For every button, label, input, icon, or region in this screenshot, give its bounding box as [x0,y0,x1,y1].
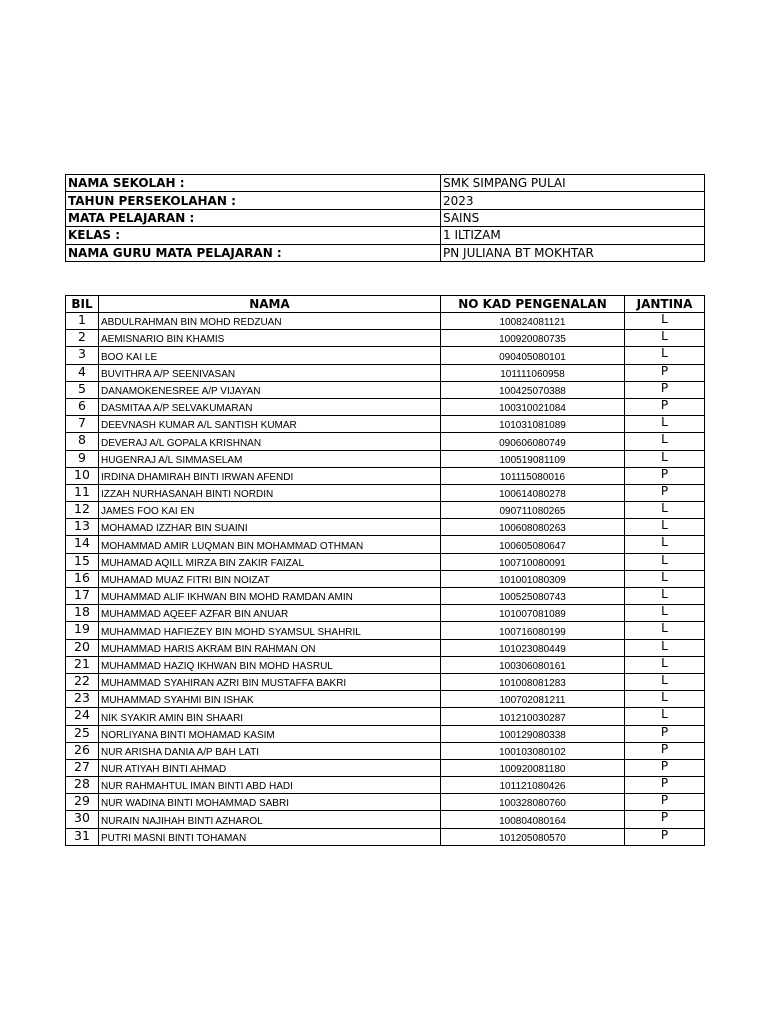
student-gender: P [625,725,705,742]
student-ic: 100525080743 [441,588,625,605]
student-gender: P [625,794,705,811]
student-name: AEMISNARIO BIN KHAMIS [99,330,441,347]
student-ic: 100103080102 [441,742,625,759]
student-gender: P [625,759,705,776]
student-gender: P [625,381,705,398]
info-label: TAHUN PERSEKOLAHAN : [66,192,441,209]
student-gender: L [625,416,705,433]
table-row [66,588,705,605]
student-bil: 18 [66,605,99,622]
student-bil: 22 [66,673,99,690]
table-row [66,742,705,759]
table-row [66,467,705,484]
student-name: DEEVNASH KUMAR A/L SANTISH KUMAR [99,416,441,433]
student-ic: 101023080449 [441,639,625,656]
student-gender: L [625,588,705,605]
student-gender: L [625,691,705,708]
student-bil: 11 [66,484,99,501]
student-ic: 100920080735 [441,330,625,347]
student-bil: 26 [66,742,99,759]
student-gender: P [625,398,705,415]
student-name: NIK SYAKIR AMIN BIN SHAARI [99,708,441,725]
student-ic: 100306080161 [441,656,625,673]
student-ic: 100425070388 [441,381,625,398]
student-name: MUHAMMAD HAZIQ IKHWAN BIN MOHD HASRUL [99,656,441,673]
student-bil: 3 [66,347,99,364]
student-gender: P [625,742,705,759]
info-label: NAMA SEKOLAH : [66,175,441,192]
student-ic: 100920081180 [441,759,625,776]
student-ic: 101007081089 [441,605,625,622]
table-row [66,536,705,553]
table-row [66,622,705,639]
student-ic: 100608080263 [441,519,625,536]
student-gender: L [625,622,705,639]
student-bil: 30 [66,811,99,828]
info-value: 2023 [441,192,705,209]
student-ic: 101111060958 [441,364,625,381]
student-ic: 100804080164 [441,811,625,828]
info-label: KELAS : [66,227,441,244]
table-row [66,502,705,519]
student-name: DANAMOKENESREE A/P VIJAYAN [99,381,441,398]
student-bil: 15 [66,553,99,570]
student-ic: 100614080278 [441,484,625,501]
school-info-body [66,175,705,262]
student-name: MUHAMMAD SYAHIRAN AZRI BIN MUSTAFFA BAKRI [99,673,441,690]
student-ic: 100716080199 [441,622,625,639]
header-nama: NAMA [99,296,441,313]
info-value: SMK SIMPANG PULAI [441,175,705,192]
student-name: IZZAH NURHASANAH BINTI NORDIN [99,484,441,501]
table-row [66,794,705,811]
student-name: MUHAMAD AQILL MIRZA BIN ZAKIR FAIZAL [99,553,441,570]
table-row [66,691,705,708]
table-row [66,656,705,673]
student-bil: 17 [66,588,99,605]
student-ic: 101031081089 [441,416,625,433]
table-row [66,416,705,433]
student-gender: P [625,467,705,484]
header-bil: BIL [66,296,99,313]
table-row [66,605,705,622]
student-gender: L [625,502,705,519]
student-gender: L [625,553,705,570]
student-ic: 101205080570 [441,828,625,845]
header-row [66,296,705,313]
student-gender: L [625,605,705,622]
student-bil: 29 [66,794,99,811]
student-bil: 7 [66,416,99,433]
student-name: MUHAMMAD HARIS AKRAM BIN RAHMAN ON [99,639,441,656]
student-gender: L [625,708,705,725]
student-name: PUTRI MASNI BINTI TOHAMAN [99,828,441,845]
table-row [66,347,705,364]
student-name: NURAIN NAJIHAH BINTI AZHAROL [99,811,441,828]
student-name: DEVERAJ A/L GOPALA KRISHNAN [99,433,441,450]
student-bil: 8 [66,433,99,450]
table-row [66,725,705,742]
student-name: HUGENRAJ A/L SIMMASELAM [99,450,441,467]
student-ic: 101008081283 [441,673,625,690]
table-row [66,553,705,570]
student-bil: 6 [66,398,99,415]
student-gender: P [625,828,705,845]
student-gender: P [625,777,705,794]
table-row [66,811,705,828]
info-row [66,209,705,226]
table-row [66,673,705,690]
student-ic: 100824081121 [441,313,625,330]
student-name: JAMES FOO KAI EN [99,502,441,519]
student-gender: P [625,484,705,501]
student-bil: 5 [66,381,99,398]
header-ic: NO KAD PENGENALAN [441,296,625,313]
student-gender: L [625,673,705,690]
student-bil: 13 [66,519,99,536]
header-jantina: JANTINA [625,296,705,313]
table-row [66,777,705,794]
info-row [66,227,705,244]
student-bil: 27 [66,759,99,776]
table-row [66,364,705,381]
student-name: MUHAMMAD ALIF IKHWAN BIN MOHD RAMDAN AMIN [99,588,441,605]
student-ic: 100519081109 [441,450,625,467]
student-ic: 101115080016 [441,467,625,484]
student-ic: 100702081211 [441,691,625,708]
info-value: 1 ILTIZAM [441,227,705,244]
student-bil: 4 [66,364,99,381]
student-name: BOO KAI LE [99,347,441,364]
student-ic: 100710080091 [441,553,625,570]
student-ic: 101001080309 [441,570,625,587]
student-ic: 090405080101 [441,347,625,364]
student-gender: P [625,811,705,828]
student-bil: 19 [66,622,99,639]
info-label: NAMA GURU MATA PELAJARAN : [66,244,441,261]
table-row [66,313,705,330]
student-bil: 9 [66,450,99,467]
student-bil: 25 [66,725,99,742]
student-bil: 2 [66,330,99,347]
student-name: NUR RAHMAHTUL IMAN BINTI ABD HADI [99,777,441,794]
student-bil: 12 [66,502,99,519]
student-gender: L [625,639,705,656]
table-row [66,759,705,776]
table-row [66,570,705,587]
info-row [66,192,705,209]
table-row [66,708,705,725]
student-table-body [66,313,705,846]
student-ic: 101210030287 [441,708,625,725]
student-name: BUVITHRA A/P SEENIVASAN [99,364,441,381]
student-name: MOHAMMAD AMIR LUQMAN BIN MOHAMMAD OTHMAN [99,536,441,553]
student-ic: 090606080749 [441,433,625,450]
student-name: NORLIYANA BINTI MOHAMAD KASIM [99,725,441,742]
student-gender: P [625,364,705,381]
student-bil: 23 [66,691,99,708]
table-row [66,330,705,347]
table-row [66,639,705,656]
student-name: NUR ARISHA DANIA A/P BAH LATI [99,742,441,759]
info-value: PN JULIANA BT MOKHTAR [441,244,705,261]
student-bil: 28 [66,777,99,794]
table-row [66,519,705,536]
student-name: NUR ATIYAH BINTI AHMAD [99,759,441,776]
student-bil: 16 [66,570,99,587]
table-row [66,484,705,501]
student-name: IRDINA DHAMIRAH BINTI IRWAN AFENDI [99,467,441,484]
student-bil: 10 [66,467,99,484]
student-bil: 31 [66,828,99,845]
student-name: MUHAMAD MUAZ FITRI BIN NOIZAT [99,570,441,587]
student-gender: L [625,570,705,587]
school-info-table [65,174,705,262]
student-bil: 24 [66,708,99,725]
info-value: SAINS [441,209,705,226]
student-ic: 100129080338 [441,725,625,742]
student-table-header [66,296,705,313]
student-gender: L [625,536,705,553]
student-name: MUHAMMAD HAFIEZEY BIN MOHD SYAMSUL SHAHRIL [99,622,441,639]
student-gender: L [625,313,705,330]
student-name: MUHAMMAD SYAHMI BIN ISHAK [99,691,441,708]
student-bil: 14 [66,536,99,553]
student-name: DASMITAA A/P SELVAKUMARAN [99,398,441,415]
student-gender: L [625,433,705,450]
info-row [66,175,705,192]
table-row [66,381,705,398]
table-row [66,450,705,467]
student-list-table [65,295,705,846]
student-bil: 21 [66,656,99,673]
student-ic: 100310021084 [441,398,625,415]
table-row [66,398,705,415]
table-row [66,828,705,845]
student-ic: 100605080647 [441,536,625,553]
student-bil: 1 [66,313,99,330]
student-name: MOHAMAD IZZHAR BIN SUAINI [99,519,441,536]
student-gender: L [625,519,705,536]
student-gender: L [625,450,705,467]
student-name: NUR WADINA BINTI MOHAMMAD SABRI [99,794,441,811]
student-ic: 100328080760 [441,794,625,811]
student-gender: L [625,347,705,364]
student-ic: 090711080265 [441,502,625,519]
student-name: MUHAMMAD AQEEF AZFAR BIN ANUAR [99,605,441,622]
info-label: MATA PELAJARAN : [66,209,441,226]
student-name: ABDULRAHMAN BIN MOHD REDZUAN [99,313,441,330]
info-row [66,244,705,261]
table-row [66,433,705,450]
student-bil: 20 [66,639,99,656]
student-ic: 101121080426 [441,777,625,794]
student-gender: L [625,330,705,347]
student-gender: L [625,656,705,673]
